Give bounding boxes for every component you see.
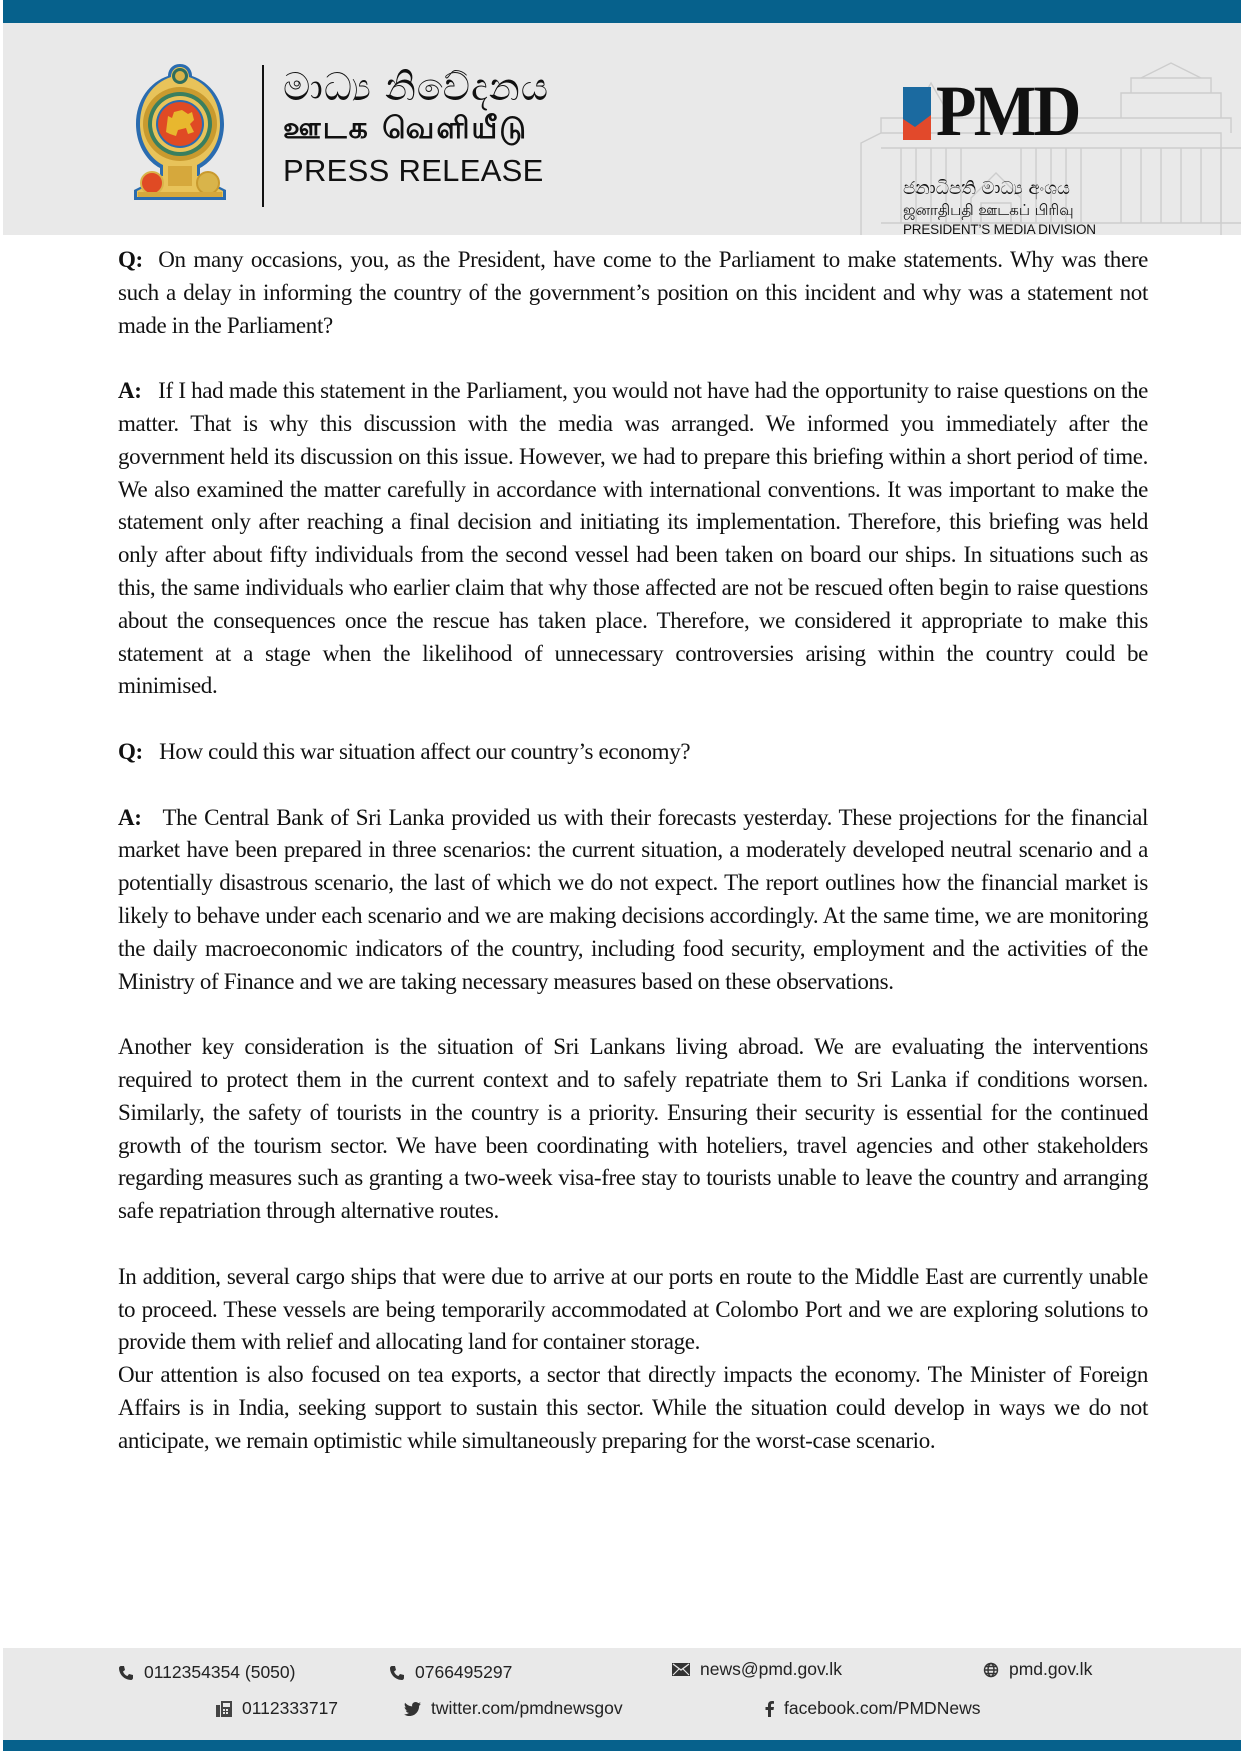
answer-text: If I had made this statement in the Parliament, you would not have had the opportunity to raise questions on the matter. That is why this discussion with the media was arranged. We informed you immediately after the government held its discussion on this issue. However, we had to prepare this briefing within a short period of time. We also examined the matter carefully in accordance with international conventions. It was important to make the statement only after reaching a final decision and initiating its implementation. Therefore, this briefing was held only after about fifty individuals from the second vessel had been taken on board our ships. In situations such as this, the same individuals who earlier claim that why those affected are not be rescued often begin to raise questions about the consequences once the rescue has taken place. Therefore, we considered it appropriate to make this statement at a stage when the likelihood of unnecessary controversies arising within the country could be minimised. xyxy=(118,378,1149,699)
paragraph-abroad-tourists: Another key consideration is the situation of Sri Lankans living abroad. We are evaluating the interventions required to protect them in the current context and to safely repatriate them to Sri Lanka if conditions worsen. Similarly, the safety of tourists in the country is a priority. Ensuring their security is essential for the continued growth of the tourism sector. We have been coordinating with hoteliers, travel agencies and other stakeholders regarding measures such as granting a two-week visa-free stay to tourists unable to leave the country and arranging safe repatriation through alternative routes. xyxy=(118,1034,1148,1224)
envelope-icon xyxy=(672,1663,690,1676)
facebook-icon xyxy=(765,1701,774,1717)
question-label: Q: xyxy=(118,247,143,272)
pmd-mark-icon xyxy=(903,87,931,140)
footer-phone-2[interactable] xyxy=(389,1662,512,1683)
footer-facebook[interactable] xyxy=(765,1698,980,1719)
pmd-subtitle-english: PRESIDENT’S MEDIA DIVISION xyxy=(903,222,1096,235)
footer-fax[interactable] xyxy=(216,1698,338,1719)
header-divider xyxy=(262,65,264,207)
pmd-subtitle-sinhala: ජනාධිපති මාධ්‍ය අංශය xyxy=(903,178,1070,199)
question-1 xyxy=(118,244,1148,342)
national-emblem-icon xyxy=(130,62,230,204)
paragraph-cargo-ships: In addition, several cargo ships that were due to arrive at our ports en route to the Middle East are currently unable to proceed. These vessels are being temporarily accommodated at Colombo Port and we are exploring solutions to provide them with relief and allocating land for container storage. xyxy=(118,1263,1148,1355)
twitter-icon xyxy=(404,1702,421,1716)
title-sinhala: මාධ්‍ය නිවේදනය xyxy=(283,65,550,109)
top-brand-bar xyxy=(3,0,1241,23)
facebook-page: facebook.com/PMDNews xyxy=(784,1698,981,1718)
answer-label: A: xyxy=(118,378,142,404)
fax-icon xyxy=(216,1701,232,1717)
press-release-title xyxy=(283,65,549,193)
question-text: How could this war situation affect our country’s economy? xyxy=(159,738,691,764)
answer-text: The Central Bank of Sri Lanka provided us with their forecasts yesterday. These projections for the financial market have been prepared in three scenarios: the current situation, a moderately developed neutral scenario and a potentially disastrous scenario, the last of which we do not expect. The report outlines how the financial market is likely to behave under each scenario and we are making decisions accordingly. At the same time, we are monitoring the daily macroeconomic indicators of the country, including food security, employment and the activities of the Ministry of Finance and we are taking necessary measures based on these observations. xyxy=(118,804,1148,994)
pmd-subtitle-tamil: ஜனாதிபதி ஊடகப் பிரிவு xyxy=(903,201,1074,219)
globe-icon xyxy=(983,1662,999,1678)
phone-icon xyxy=(118,1665,134,1681)
question-text: On many occasions, you, as the President, have come to the Parliament to make statements. Why was there such a delay in informing the country of the government’s position on this incident and why was a statement not made in the Parliament? xyxy=(118,247,1148,338)
pmd-wordmark: PMD xyxy=(936,71,1079,151)
footer-website[interactable] xyxy=(983,1659,1092,1680)
website-url: pmd.gov.lk xyxy=(1009,1659,1093,1679)
footer-email[interactable] xyxy=(672,1659,842,1680)
phone-icon xyxy=(389,1665,405,1681)
press-release-body xyxy=(118,244,1148,1457)
answer-1 xyxy=(118,375,1148,703)
answer-label: A: xyxy=(118,804,142,830)
paragraph-tea-exports: Our attention is also focused on tea exports, a sector that directly impacts the economy. The Minister of Foreign Affairs is in India, seeking support to sustain this sector. While the situation could develop in ways we do not anticipate, we remain optimistic while simultaneously preparing for the worst-case scenario. xyxy=(118,1362,1148,1453)
fax-number: 0112333717 xyxy=(242,1698,339,1718)
contact-footer xyxy=(3,1648,1241,1740)
letterhead xyxy=(3,23,1241,235)
title-english: PRESS RELEASE xyxy=(283,153,544,188)
footer-phone-1[interactable] xyxy=(118,1662,295,1683)
bottom-brand-bar xyxy=(3,1740,1241,1751)
footer-twitter[interactable] xyxy=(404,1698,623,1719)
email-address: news@pmd.gov.lk xyxy=(700,1659,842,1679)
phone-number: 0112354354 (5050) xyxy=(144,1662,296,1682)
question-2 xyxy=(118,736,1148,769)
twitter-handle: twitter.com/pmdnewsgov xyxy=(431,1698,623,1718)
answer-2 xyxy=(118,802,1148,999)
question-label: Q: xyxy=(118,738,143,764)
mobile-number: 0766495297 xyxy=(415,1662,513,1682)
title-tamil: ஊடக வெளியீடு xyxy=(283,111,528,146)
